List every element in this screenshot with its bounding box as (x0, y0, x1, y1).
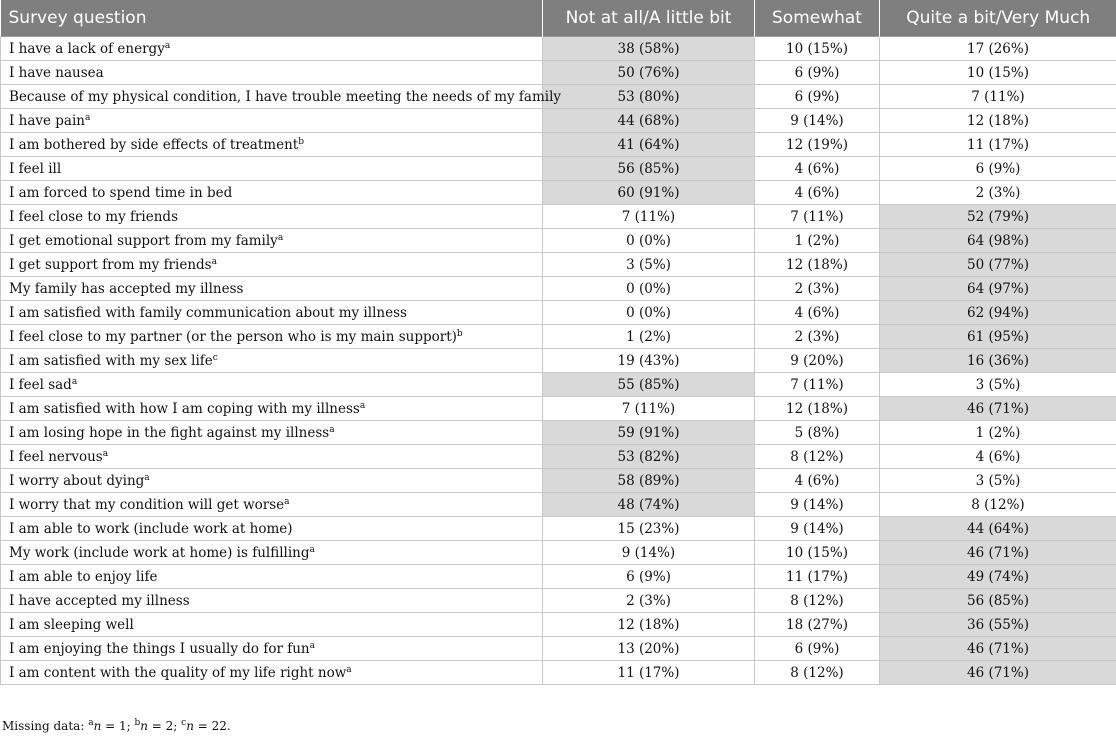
missing-data-marker: a (309, 640, 315, 651)
quite-a-bit-cell: 46 (71%) (880, 397, 1116, 421)
question-cell (1, 445, 543, 469)
not-at-all-cell: 60 (91%) (543, 181, 755, 205)
somewhat-cell: 8 (12%) (755, 445, 880, 469)
somewhat-cell: 2 (3%) (755, 277, 880, 301)
table-row (1, 205, 1116, 229)
question-text: I am sleeping well (9, 616, 134, 633)
quite-a-bit-cell: 56 (85%) (880, 589, 1116, 613)
somewhat-cell: 9 (14%) (755, 493, 880, 517)
question-cell (1, 301, 543, 325)
somewhat-cell: 2 (3%) (755, 325, 880, 349)
not-at-all-cell: 0 (0%) (543, 301, 755, 325)
not-at-all-cell: 59 (91%) (543, 421, 755, 445)
missing-data-marker: a (211, 256, 217, 267)
question-text: I worry that my condition will get worse (9, 496, 285, 513)
table-row (1, 277, 1116, 301)
quite-a-bit-cell: 46 (71%) (880, 661, 1116, 685)
table-row (1, 373, 1116, 397)
missing-data-marker: a (164, 40, 171, 51)
not-at-all-cell: 53 (82%) (543, 445, 755, 469)
table-row (1, 181, 1116, 205)
question-text: I am able to enjoy life (9, 568, 158, 585)
question-text: I am forced to spend time in bed (9, 184, 233, 201)
quite-a-bit-cell: 8 (12%) (880, 493, 1116, 517)
quite-a-bit-cell: 49 (74%) (880, 565, 1116, 589)
table-row (1, 493, 1116, 517)
not-at-all-cell: 12 (18%) (543, 613, 755, 637)
quite-a-bit-cell: 46 (71%) (880, 541, 1116, 565)
question-cell (1, 85, 562, 109)
quite-a-bit-cell: 3 (5%) (880, 469, 1116, 493)
table-row (1, 637, 1116, 661)
table-row (1, 37, 1116, 61)
question-text: I feel ill (9, 160, 62, 177)
quite-a-bit-cell: 12 (18%) (880, 109, 1116, 133)
quite-a-bit-cell: 52 (79%) (880, 205, 1116, 229)
table-row (1, 589, 1116, 613)
table-row (1, 229, 1116, 253)
question-text: I worry about dying (9, 472, 145, 489)
not-at-all-cell: 48 (74%) (543, 493, 755, 517)
not-at-all-cell: 41 (64%) (543, 133, 755, 157)
missing-data-marker: b (298, 136, 304, 147)
missing-data-marker: a (359, 400, 366, 411)
missing-data-marker: a (277, 232, 284, 243)
quite-a-bit-cell: 44 (64%) (880, 517, 1116, 541)
question-text: I have a lack of energy (9, 40, 165, 57)
missing-data-marker: a (284, 496, 290, 507)
quite-a-bit-cell: 4 (6%) (880, 445, 1116, 469)
question-cell (1, 229, 543, 253)
not-at-all-cell: 0 (0%) (543, 277, 755, 301)
question-text: My family has accepted my illness (9, 280, 244, 297)
header-survey-question: Survey question (1, 0, 543, 37)
quite-a-bit-cell: 61 (95%) (880, 325, 1116, 349)
question-cell (1, 205, 543, 229)
table-row (1, 613, 1116, 637)
missing-data-marker: a (84, 112, 91, 123)
somewhat-cell: 5 (8%) (755, 421, 880, 445)
somewhat-cell: 10 (15%) (755, 37, 880, 61)
not-at-all-cell: 38 (58%) (543, 37, 755, 61)
somewhat-cell: 7 (11%) (755, 205, 880, 229)
quite-a-bit-cell: 62 (94%) (880, 301, 1116, 325)
quite-a-bit-cell: 10 (15%) (880, 61, 1116, 85)
question-text: I am satisfied with my sex life (9, 352, 213, 369)
not-at-all-cell: 7 (11%) (543, 205, 755, 229)
table-row (1, 109, 1116, 133)
question-cell (1, 421, 543, 445)
question-text: Because of my physical condition, I have trouble meeting the needs of my family (9, 88, 562, 105)
not-at-all-cell: 19 (43%) (543, 349, 755, 373)
quite-a-bit-cell: 64 (98%) (880, 229, 1116, 253)
question-cell (1, 181, 543, 205)
question-text: I am satisfied with family communication about my illness (9, 304, 407, 321)
missing-data-marker: a (102, 448, 109, 459)
somewhat-cell: 9 (14%) (755, 109, 880, 133)
quite-a-bit-cell: 64 (97%) (880, 277, 1116, 301)
missing-data-marker: c (212, 352, 218, 363)
quite-a-bit-cell: 36 (55%) (880, 613, 1116, 637)
quite-a-bit-cell: 46 (71%) (880, 637, 1116, 661)
question-cell (1, 277, 543, 301)
not-at-all-cell: 53 (80%) (543, 85, 755, 109)
table-row (1, 469, 1116, 493)
table-row (1, 541, 1116, 565)
question-cell (1, 61, 543, 85)
not-at-all-cell: 6 (9%) (543, 565, 755, 589)
question-text: I have pain (9, 112, 85, 129)
somewhat-cell: 12 (19%) (755, 133, 880, 157)
not-at-all-cell: 11 (17%) (543, 661, 755, 685)
quite-a-bit-cell: 1 (2%) (880, 421, 1116, 445)
question-text: I have nausea (9, 64, 104, 81)
missing-data-marker: a (346, 664, 352, 675)
table-row (1, 133, 1116, 157)
somewhat-cell: 6 (9%) (755, 85, 880, 109)
not-at-all-cell: 50 (76%) (543, 61, 755, 85)
question-cell (1, 565, 543, 589)
table-row (1, 301, 1116, 325)
question-text: I am losing hope in the fight against my illness (9, 424, 330, 441)
not-at-all-cell: 1 (2%) (543, 325, 755, 349)
somewhat-cell: 11 (17%) (755, 565, 880, 589)
somewhat-cell: 9 (20%) (755, 349, 880, 373)
somewhat-cell: 4 (6%) (755, 301, 880, 325)
missing-data-marker: b (456, 328, 463, 339)
table-row (1, 253, 1116, 277)
quite-a-bit-cell: 50 (77%) (880, 253, 1116, 277)
question-text: I am enjoying the things I usually do for fun (9, 640, 310, 657)
question-text: I am able to work (include work at home) (9, 520, 293, 537)
somewhat-cell: 12 (18%) (755, 253, 880, 277)
question-cell (1, 517, 543, 541)
somewhat-cell: 6 (9%) (755, 637, 880, 661)
missing-data-marker: a (71, 376, 78, 387)
missing-data-footnote: Missing data: $^a$n = 1; $^b$n = 2; $^c$n = 22. (2, 718, 231, 733)
not-at-all-cell: 9 (14%) (543, 541, 755, 565)
question-cell (1, 109, 543, 133)
somewhat-cell: 10 (15%) (755, 541, 880, 565)
somewhat-cell: 1 (2%) (755, 229, 880, 253)
not-at-all-cell: 58 (89%) (543, 469, 755, 493)
quite-a-bit-cell: 3 (5%) (880, 373, 1116, 397)
somewhat-cell: 6 (9%) (755, 61, 880, 85)
not-at-all-cell: 44 (68%) (543, 109, 755, 133)
somewhat-cell: 9 (14%) (755, 517, 880, 541)
not-at-all-cell: 7 (11%) (543, 397, 755, 421)
table-row (1, 445, 1116, 469)
question-cell (1, 349, 543, 373)
somewhat-cell: 18 (27%) (755, 613, 880, 637)
question-text: I get emotional support from my family (9, 232, 278, 249)
question-text: I have accepted my illness (9, 592, 190, 609)
question-text: I get support from my friends (9, 256, 212, 273)
question-text: I feel close to my friends (9, 208, 179, 225)
table-row (1, 565, 1116, 589)
question-cell (1, 397, 543, 421)
table-row (1, 517, 1116, 541)
table-row (1, 397, 1116, 421)
question-cell (1, 157, 543, 181)
quite-a-bit-cell: 2 (3%) (880, 181, 1116, 205)
table-body (1, 37, 1116, 685)
quite-a-bit-cell: 17 (26%) (880, 37, 1116, 61)
table-row (1, 325, 1116, 349)
question-cell (1, 493, 543, 517)
not-at-all-cell: 15 (23%) (543, 517, 755, 541)
question-cell (1, 469, 543, 493)
question-text: I am bothered by side effects of treatment (9, 136, 299, 153)
question-cell (1, 253, 543, 277)
not-at-all-cell: 0 (0%) (543, 229, 755, 253)
missing-data-marker: a (329, 424, 335, 435)
table-row (1, 349, 1116, 373)
question-text: I feel nervous (9, 448, 103, 465)
quite-a-bit-cell: 6 (9%) (880, 157, 1116, 181)
table-row (1, 85, 1116, 109)
question-text: I feel sad (9, 376, 72, 393)
not-at-all-cell: 3 (5%) (543, 253, 755, 277)
somewhat-cell: 4 (6%) (755, 469, 880, 493)
table-row (1, 61, 1116, 85)
not-at-all-cell: 55 (85%) (543, 373, 755, 397)
somewhat-cell: 12 (18%) (755, 397, 880, 421)
quite-a-bit-cell: 7 (11%) (880, 85, 1116, 109)
not-at-all-cell: 13 (20%) (543, 637, 755, 661)
question-text: I am satisfied with how I am coping with my illness (9, 400, 360, 417)
header-not-at-all: Not at all/A little bit (543, 0, 755, 37)
not-at-all-cell: 56 (85%) (543, 157, 755, 181)
question-cell (1, 637, 543, 661)
missing-data-marker: a (309, 544, 315, 555)
question-text: My work (include work at home) is fulfilling (9, 544, 310, 561)
question-cell (1, 613, 543, 637)
question-cell (1, 37, 543, 61)
question-cell (1, 133, 543, 157)
question-cell (1, 373, 543, 397)
table-row (1, 421, 1116, 445)
header-quite-a-bit: Quite a bit/Very Much (880, 0, 1116, 37)
table-row (1, 661, 1116, 685)
question-text: I feel close to my partner (or the person who is my main support) (9, 328, 457, 345)
somewhat-cell: 4 (6%) (755, 181, 880, 205)
table-header-row (1, 0, 1116, 37)
missing-data-marker: a (144, 472, 150, 483)
quite-a-bit-cell: 16 (36%) (880, 349, 1116, 373)
somewhat-cell: 8 (12%) (755, 589, 880, 613)
table-row (1, 157, 1116, 181)
somewhat-cell: 8 (12%) (755, 661, 880, 685)
question-cell (1, 589, 543, 613)
header-somewhat: Somewhat (755, 0, 880, 37)
question-cell (1, 661, 543, 685)
not-at-all-cell: 2 (3%) (543, 589, 755, 613)
question-text: I am content with the quality of my life right now (9, 664, 347, 681)
somewhat-cell: 7 (11%) (755, 373, 880, 397)
quite-a-bit-cell: 11 (17%) (880, 133, 1116, 157)
somewhat-cell: 4 (6%) (755, 157, 880, 181)
question-cell (1, 541, 543, 565)
question-cell (1, 325, 543, 349)
